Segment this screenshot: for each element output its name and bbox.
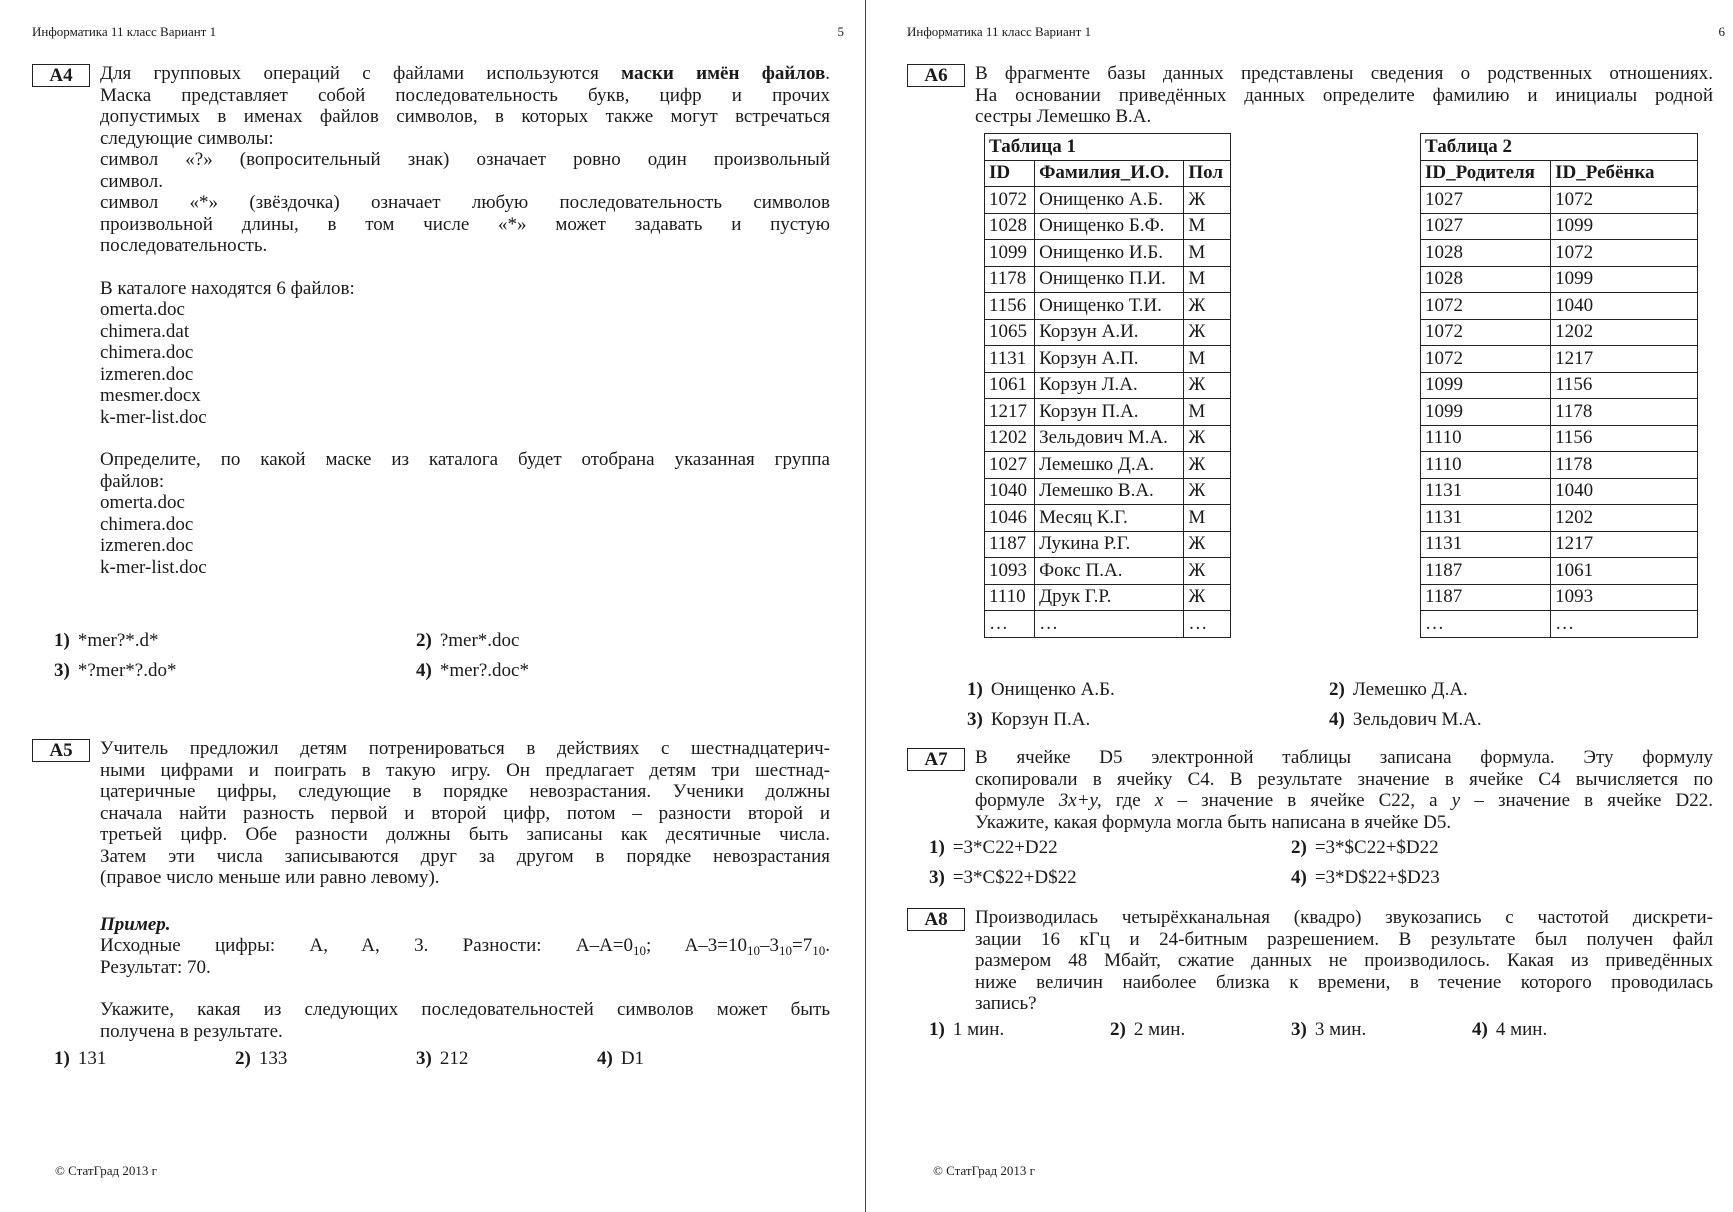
footer-copyright: © СтатГрад 2013 г [55,1163,157,1178]
table-cell: 1065 [985,319,1035,346]
table-cell: 1156 [1551,372,1698,399]
answer-number: 1) [54,1048,70,1069]
table-cell: … [985,611,1035,638]
table-row [985,372,1231,399]
left-page [0,0,866,1212]
table-cell: 1156 [1551,425,1698,452]
table-row [1421,266,1698,293]
table-cell: Ж [1184,452,1231,479]
table-cell: 1072 [1421,319,1551,346]
variable: y [1451,790,1461,811]
table-cell: 1217 [1551,531,1698,558]
text: где [1101,790,1155,811]
table-cell: 1028 [1421,240,1551,267]
file-list [100,299,830,428]
table-cell: 1202 [1551,319,1698,346]
table-row [985,293,1231,320]
paragraph-line: В ячейке D5 электронной таблицы записана формула. Эту формулу [975,747,1713,768]
table-cell: 1099 [1421,399,1551,426]
answer-text: Зельдович М.А. [1352,709,1482,730]
answer-number: 2) [235,1048,251,1069]
table-cell: 1202 [1551,505,1698,532]
file-item: chimera.doc [100,513,194,535]
paragraph-line: Учитель предложил детям потренироваться в действиях с шестнадцатерич- [100,738,830,759]
answer-text: 2 мин. [1133,1018,1186,1040]
table-cell: Корзун А.П. [1035,346,1184,373]
answer-text: =3*D$22+$D23 [1314,867,1440,888]
table-row [985,346,1231,373]
paragraph-line: (правое число меньше или равно левому). [100,867,440,888]
table-cell: 1178 [1551,399,1698,426]
column-header: ID_Родителя [1421,160,1551,187]
table-row [1421,505,1698,532]
answer-text: 131 [77,1048,107,1069]
table-row [1421,187,1698,214]
table-cell: 1046 [985,505,1035,532]
column-header: Пол [1184,160,1231,187]
answer-row [54,656,830,686]
table-cell: 1178 [985,266,1035,293]
answer-row [967,705,1713,735]
table-row [1421,240,1698,267]
paragraph-line: скопировали в ячейку C4. В результате значение в ячейке C4 вычисляется по [975,768,1713,790]
text: –3 [760,935,780,956]
file-item: omerta.doc [100,299,185,320]
file-item: omerta.doc [100,492,185,513]
table-cell: Онищенко Т.И. [1035,293,1184,320]
answer-option-4[interactable] [1291,863,1440,893]
table-cell: 1202 [985,425,1035,452]
table-cell: М [1184,213,1231,240]
answer-text: ?mer*.doc [439,630,520,651]
answer-number: 1) [967,679,983,700]
table-row [985,505,1231,532]
answer-option-1[interactable] [929,833,1291,863]
text: . [825,63,831,84]
answer-option-2[interactable] [1329,675,1468,705]
page-number: 5 [837,24,844,39]
table-cell: 1093 [985,558,1035,585]
answer-number: 2) [1329,679,1345,700]
table-cell: Ж [1184,558,1231,585]
answer-number: 2) [1110,1018,1126,1040]
task-a6-answers [907,675,1713,735]
table-cell: Зельдович М.А. [1035,425,1184,452]
table-row [985,531,1231,558]
table-row [985,425,1231,452]
table-cell: 1131 [1421,505,1551,532]
answer-option-4[interactable] [416,656,529,686]
table-row [985,319,1231,346]
table-cell: 1187 [1421,558,1551,585]
answer-text: *mer?*.d* [77,630,159,651]
table-cell: 1131 [985,346,1035,373]
table-cell: М [1184,240,1231,267]
column-header: ID_Ребёнка [1551,160,1698,187]
answer-option-3[interactable] [929,863,1291,893]
text: . [825,935,830,956]
table-row [985,584,1231,611]
file-item: k-mer-list.doc [100,556,207,578]
answer-text: *mer?.doc* [439,660,529,681]
table-cell: 1028 [985,213,1035,240]
answer-number: 3) [54,660,70,681]
text: – значение в ячейке D22. [1460,790,1713,811]
paragraph-line: следующие символы: [100,127,274,149]
paragraph-line: произвольной длины, в том числе «*» может задавать и пустую [100,213,830,235]
answer-option-3[interactable] [54,656,416,686]
paragraph-line: Производилась четырёхканальная (квадро) звукозапись с частотой дискрети- [975,907,1713,928]
paragraph-line: цатеричные цифры, следующие в порядке невозрастания. Ученики должны [100,781,830,802]
table-row [1421,372,1698,399]
column-header: ID [985,160,1035,187]
table-2 [1420,133,1698,638]
paragraph-line: В фрагменте базы данных представлены сведения о родственных отношениях. [975,63,1713,84]
formula: 3x+y, [1058,790,1102,811]
answer-text: 133 [258,1048,288,1069]
answer-number: 4) [597,1048,613,1069]
file-item: chimera.dat [100,320,190,342]
answer-number: 3) [416,1048,432,1069]
answer-number: 3) [967,709,983,730]
table-cell: 1178 [1551,452,1698,479]
table-cell: Онищенко А.Б. [1035,187,1184,214]
answer-option-3[interactable] [416,1044,597,1074]
table-cell: 1156 [985,293,1035,320]
answer-option-4[interactable] [1472,1015,1547,1045]
task-label: A8 [907,908,965,931]
table-cell: 1217 [1551,346,1698,373]
variable: x [1154,790,1164,811]
paragraph-line: Определите, по какой маске из каталога будет отобрана указанная группа [100,449,830,470]
answer-option-2[interactable] [1291,833,1439,863]
table-cell: … [1421,611,1551,638]
table-row [1421,478,1698,505]
task-label: A6 [907,64,965,87]
table-cell: Ж [1184,478,1231,505]
table-row [1421,425,1698,452]
table-cell: … [1551,611,1698,638]
example-line [100,935,830,957]
table-cell: 1040 [985,478,1035,505]
table-row [985,558,1231,585]
answer-row [929,1015,1713,1045]
table-row [1421,346,1698,373]
paragraph-line: Укажите, какая формула могла быть написана в ячейке D5. [975,811,1452,833]
table-row [1421,611,1698,638]
answer-text: Лемешко Д.А. [1352,679,1468,700]
table-cell: 1072 [985,187,1035,214]
table-cell: 1217 [985,399,1035,426]
subscript: 10 [779,943,793,958]
table-cell: 1110 [1421,425,1551,452]
text: – значение в ячейке C22, а [1163,790,1452,811]
running-header-title: Информатика 11 класс Вариант 1 [907,24,1092,39]
answer-option-2[interactable] [1110,1015,1291,1045]
paragraph-line: На основании приведённых данных определите фамилию и инициалы родной [975,84,1713,106]
table-cell: Онищенко П.И. [1035,266,1184,293]
answer-text: *?mer*?.do* [77,660,177,681]
table-cell: 1027 [985,452,1035,479]
paragraph-line: последовательность. [100,235,268,256]
answer-option-3[interactable] [967,705,1329,735]
answer-number: 3) [929,867,945,888]
running-header-title: Информатика 11 класс Вариант 1 [32,24,217,39]
table-cell: Лемешко В.А. [1035,478,1184,505]
answer-number: 4) [1472,1018,1488,1040]
paragraph-line: символ «?» (вопросительный знак) означает ровно один произвольный [100,149,830,170]
file-item: mesmer.docx [100,385,201,406]
table-caption: Таблица 2 [1421,134,1698,161]
paragraph-line: Затем эти числа записываются друг за другом в порядке невозрастания [100,845,830,867]
answer-text: D1 [620,1048,645,1069]
paragraph-line [975,790,1713,812]
table-row [1421,584,1698,611]
answer-number: 4) [416,660,432,681]
table-cell: … [1184,611,1231,638]
table-cell: М [1184,346,1231,373]
table-header-row [1421,160,1698,187]
table-cell: 1072 [1421,293,1551,320]
answer-option-1[interactable] [929,1015,1110,1045]
paragraph-line: символ «*» (звёздочка) означает любую последовательность символов [100,192,830,213]
task-a5 [32,738,830,1074]
table-cell: 1040 [1551,478,1698,505]
paragraph-line: Маска представляет собой последовательность букв, цифр и прочих [100,84,830,106]
table-cell: Лемешко Д.А. [1035,452,1184,479]
answer-row [929,833,1713,863]
table-row [985,399,1231,426]
table-cell: 1099 [1551,213,1698,240]
answer-text: =3*C$22+D$22 [952,867,1077,888]
answer-number: 1) [929,837,945,858]
answer-number: 1) [54,630,70,651]
task-a6 [907,63,1713,128]
answer-number: 1) [929,1018,945,1040]
paragraph-line: запись? [975,993,1037,1014]
table-cell: Ж [1184,425,1231,452]
table-row [985,187,1231,214]
table-cell: 1072 [1551,240,1698,267]
table-cell: Онищенко Б.Ф. [1035,213,1184,240]
table-cell: 1040 [1551,293,1698,320]
paragraph-line: ными цифрами и поиграть в такую игру. Он предлагает детям три шестнад- [100,759,830,781]
catalog-intro: В каталоге находятся 6 файлов: [100,277,355,299]
table-cell: Ж [1184,187,1231,214]
paragraph-line: сестры Лемешко В.А. [975,106,1152,127]
table-1 [984,133,1231,638]
paragraph-line: получена в результате. [100,1020,283,1042]
table-cell: 1187 [985,531,1035,558]
file-item: izmeren.doc [100,363,194,385]
answer-number: 4) [1291,867,1307,888]
file-item: izmeren.doc [100,535,194,556]
table-cell: Ж [1184,293,1231,320]
table-cell: Ж [1184,584,1231,611]
paragraph-line: сначала найти разность первой и второй цифр, потом – разности второй и [100,802,830,824]
text: ; A–3=10 [646,935,748,956]
table-cell: М [1184,399,1231,426]
answer-number: 3) [1291,1018,1307,1040]
text: =7 [792,935,813,956]
table-row [985,611,1231,638]
task-a8 [907,907,1713,1045]
table-cell: Онищенко И.Б. [1035,240,1184,267]
table-row [985,266,1231,293]
table-row [1421,293,1698,320]
answer-text: 3 мин. [1314,1018,1367,1040]
table-row [985,213,1231,240]
paragraph-line: допустимых в именах файлов символов, в которых также могут встречаться [100,106,830,127]
table-cell: 1072 [1551,187,1698,214]
answer-option-4[interactable] [1329,705,1482,735]
table-row [1421,452,1698,479]
table-cell: 1061 [985,372,1035,399]
table-cell: М [1184,266,1231,293]
answer-row [929,863,1713,893]
table-row [1421,558,1698,585]
example-title: Пример. [100,913,171,935]
paragraph-line: зации 16 кГц и 24-битным разрешением. В результате был получен файл [975,928,1713,950]
text: Для групповых операций с файлами используются [100,63,622,84]
table-cell: 1110 [985,584,1035,611]
table-cell: … [1035,611,1184,638]
table-header-row [985,160,1231,187]
table-cell: 1131 [1421,531,1551,558]
example-result: Результат: 70. [100,956,211,978]
task-label: A4 [32,64,90,87]
table-cell: 1027 [1421,187,1551,214]
answer-text: Онищенко А.Б. [990,679,1115,700]
answer-number: 2) [416,630,432,651]
answer-number: 2) [1291,837,1307,858]
table-cell: Ж [1184,319,1231,346]
answer-option-1[interactable] [967,675,1329,705]
table-cell: Друк Г.Р. [1035,584,1184,611]
answer-row [54,1044,830,1074]
table-cell: 1093 [1551,584,1698,611]
paragraph-line: файлов: [100,470,165,492]
task-label: A7 [907,748,965,771]
answer-option-3[interactable] [1291,1015,1472,1045]
subscript: 10 [812,943,826,958]
answer-option-2[interactable] [235,1044,416,1074]
subscript: 10 [747,943,761,958]
answer-text: =3*C22+D22 [952,837,1058,858]
table-row [985,452,1231,479]
answer-text: =3*$C22+$D22 [1314,837,1439,858]
answer-option-2[interactable] [416,626,519,656]
table-cell: 1027 [1421,213,1551,240]
column-header: Фамилия_И.О. [1035,160,1184,187]
table-cell: Лукина Р.Г. [1035,531,1184,558]
task-a4 [32,63,830,686]
table-cell: Месяц К.Г. [1035,505,1184,532]
table-cell: 1061 [1551,558,1698,585]
task-label: A5 [32,739,90,762]
answer-option-1[interactable] [54,1044,235,1074]
answer-text: 212 [439,1048,469,1069]
right-page [867,0,1733,1212]
table-cell: 1131 [1421,478,1551,505]
paragraph-line: ниже величин наиболее близка к времени, в течение которого проводилась [975,971,1713,993]
table-cell: Ж [1184,531,1231,558]
table-cell: 1099 [1551,266,1698,293]
table-row [1421,531,1698,558]
table-cell: 1187 [1421,584,1551,611]
table-caption: Таблица 1 [985,134,1231,161]
table-cell: Корзун П.А. [1035,399,1184,426]
answer-option-4[interactable] [597,1044,644,1074]
bold-term: маски имён файлов [621,63,826,84]
table-row [985,240,1231,267]
answer-text: 4 мин. [1495,1018,1548,1040]
answer-text: Корзун П.А. [990,709,1091,730]
answer-option-1[interactable] [54,626,416,656]
table-cell: 1099 [1421,372,1551,399]
table-cell: Корзун Л.А. [1035,372,1184,399]
answer-row [967,675,1713,705]
paragraph-line: размером 48 Мбайт, сжатие данных не производилось. Какая из приведённых [975,950,1713,971]
table-caption-row [985,134,1231,161]
selected-file-list [100,492,830,578]
table-cell: 1072 [1421,346,1551,373]
paragraph-line: Укажите, какая из следующих последовательностей символов может быть [100,999,830,1020]
paragraph-line: третьей цифр. Обе разности должны быть записаны как десятичные числа. [100,824,830,845]
table-row [985,478,1231,505]
subscript: 10 [633,943,647,958]
page-number: 6 [1718,24,1725,39]
footer-copyright: © СтатГрад 2013 г [933,1163,1035,1178]
table-row [1421,213,1698,240]
table-row [1421,399,1698,426]
file-item: k-mer-list.doc [100,406,207,428]
paragraph-line: символ. [100,170,163,192]
table-cell: М [1184,505,1231,532]
table-cell: 1099 [985,240,1035,267]
table-cell: Фокс П.А. [1035,558,1184,585]
answer-row [54,626,830,656]
table-caption-row [1421,134,1698,161]
table-row [1421,319,1698,346]
file-item: chimera.doc [100,342,194,363]
paragraph-line [100,63,830,85]
task-a7 [907,747,1713,893]
text: формуле [975,790,1059,811]
table-cell: 1028 [1421,266,1551,293]
table-cell: Ж [1184,372,1231,399]
text: Исходные цифры: A, A, 3. Разности: A–A=0 [100,935,634,956]
table-cell: 1110 [1421,452,1551,479]
answer-number: 4) [1329,709,1345,730]
table-cell: Корзун А.И. [1035,319,1184,346]
answer-text: 1 мин. [952,1018,1005,1040]
